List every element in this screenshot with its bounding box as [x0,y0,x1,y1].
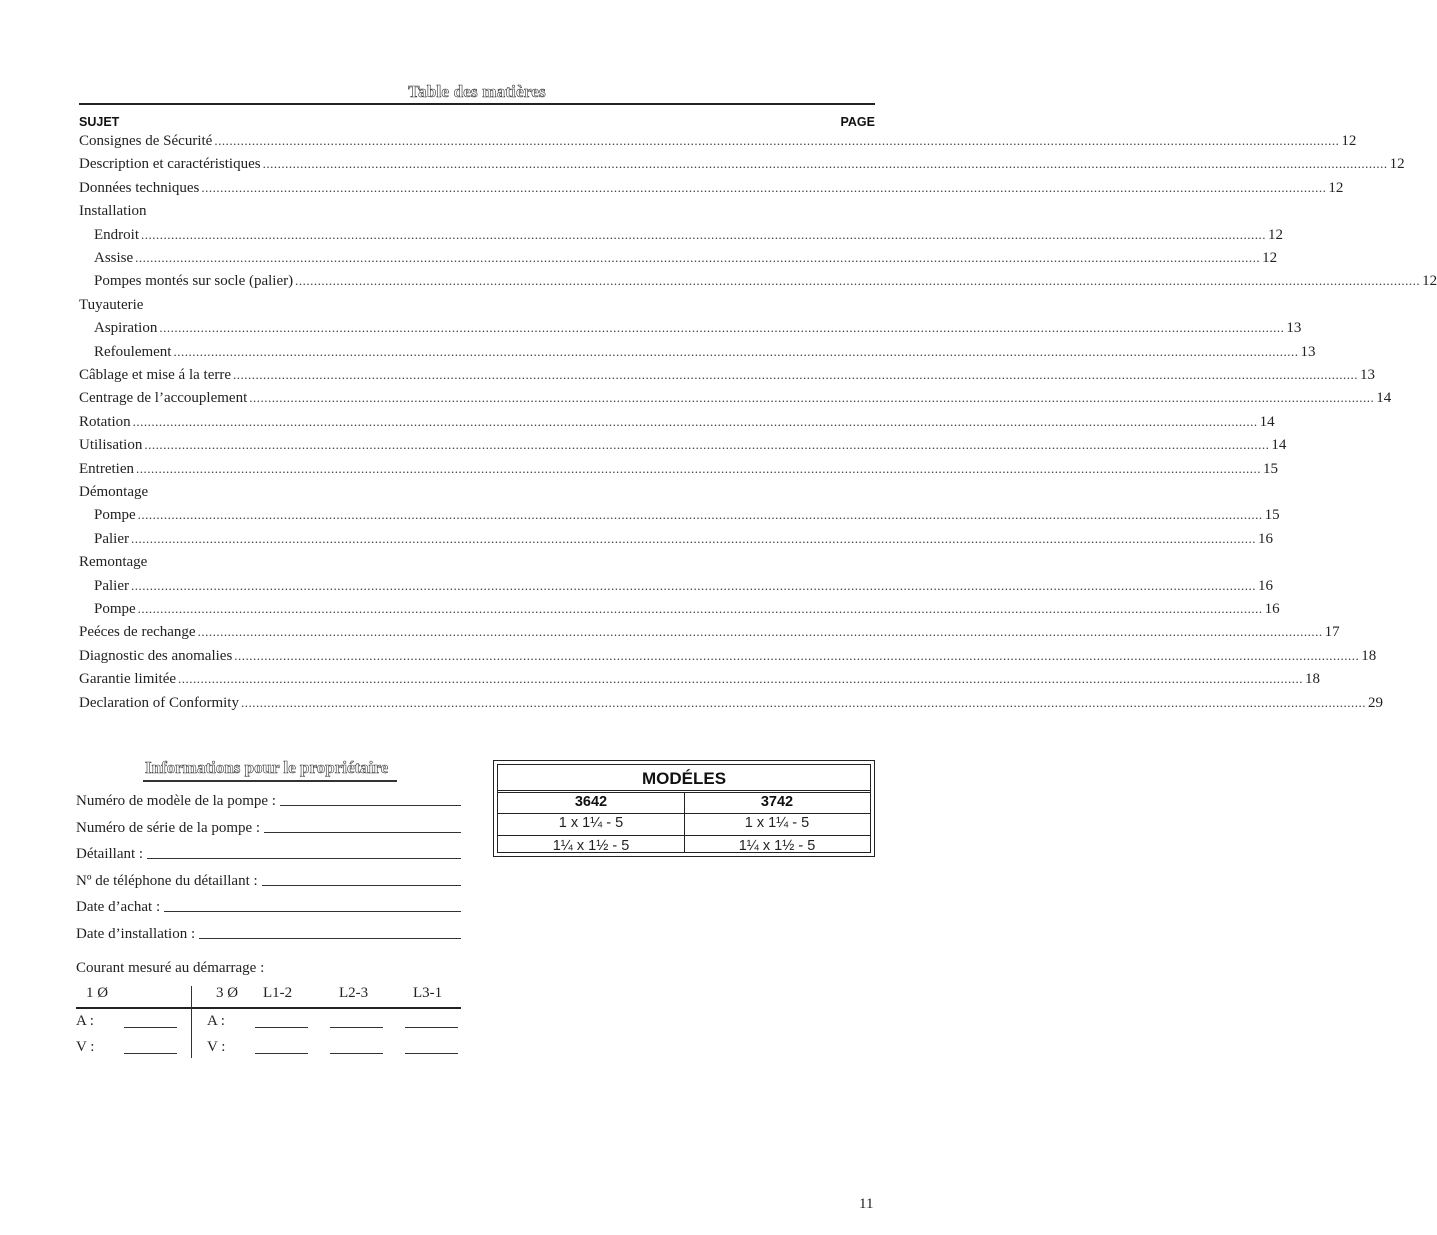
toc-entry-label: Pompe [94,601,136,617]
toc-entry-label: Démontage [79,484,149,500]
toc-entry [79,203,875,226]
toc-entry-label: Consignes de Sécurité [79,133,213,149]
serial-number-field[interactable] [76,813,461,837]
toc-entry-label: Description et caractéristiques [79,156,261,173]
toc-entry [79,320,1302,343]
toc-entry-page: 12 [1422,273,1437,290]
l12-header: L1-2 [263,985,293,1001]
toc-entry-page: 29 [1367,694,1383,711]
toc-entry-page: 16 [1264,601,1280,617]
serial-number-line[interactable] [264,832,461,833]
toc-entry-label: Tuyauterie [79,296,144,313]
models-table-inner [497,764,871,853]
toc-entry [79,647,1377,671]
model-number-line[interactable] [280,805,461,806]
single-phase-volts-label: V : [76,1039,95,1055]
toc-entry-label: Rotation [79,413,131,430]
install-date-label: Date d’installation : [76,926,196,942]
toc-entry-page: 13 [1360,367,1376,383]
owner-info-title: Informations pour le propriétaire [145,758,389,777]
toc-entry-page: 12 [1389,156,1405,173]
l23-header: L2-3 [339,985,369,1001]
serial-number-label: Numéro de série de la pompe : [76,820,261,836]
single-volts-blank[interactable] [124,1053,177,1054]
toc-entry-leader: ............................................................................................................................................................................................................................................................................................................ [131,577,1256,593]
l31-header: L3-1 [413,985,443,1001]
toc-entry-page: 12 [1268,226,1283,243]
owner-info-underline [143,780,397,782]
toc-entry [79,250,1278,273]
purchase-date-field[interactable] [76,892,461,916]
toc-entry-label: Centrage de l’accouplement [79,390,248,407]
dealer-phone-label: Nº de téléphone du détaillant : [76,873,258,889]
toc-entry [79,226,1283,250]
toc-entry-label: Installation [79,203,147,220]
toc-entry-leader: ............................................................................................................................................................................................................................................................................................................ [214,133,1340,148]
toc-entry-page: 15 [1264,507,1280,524]
toc-entry-page: 12 [1341,133,1357,149]
toc-entry [79,156,1405,179]
l12-amps-blank[interactable] [255,1027,308,1028]
toc-entry [79,530,1273,554]
toc-entry [79,343,1316,367]
model-3642-header: 3642 [574,794,608,810]
toc-entry-leader: ............................................................................................................................................................................................................................................................................................................ [135,460,1261,476]
toc-title: Table des matières [408,82,546,101]
single-phase-amps-label: A : [76,1013,94,1029]
toc-entry-page: 12 [1328,179,1344,196]
toc-entry-leader: ............................................................................................................................................................................................................................................................................................................ [144,437,1270,453]
dealer-phone-line[interactable] [262,885,461,886]
toc-entry-label: Câblage et mise á la terre [79,367,232,383]
model-3742-header: 3742 [760,794,794,810]
toc-entry-leader: ............................................................................................................................................................................................................................................................................................................ [173,343,1299,359]
toc-entry-label: Pompes montés sur socle (palier) [94,273,294,290]
current-label: Courant mesuré au démarrage : [76,960,265,976]
toc-entry-label: Peéces de rechange [79,624,196,641]
toc-entry-leader: ............................................................................................................................................................................................................................................................................................................ [233,367,1359,382]
models-title: MODÉLES [641,769,727,788]
l31-amps-blank[interactable] [405,1027,458,1028]
toc-entry-label: Assise [94,250,134,266]
models-table [493,760,875,857]
toc-entry-leader: ............................................................................................................................................................................................................................................................................................................ [240,694,1366,710]
dealer-line[interactable] [147,858,461,859]
dealer-phone-field[interactable] [76,866,461,890]
toc-entry-leader: ............................................................................................................................................................................................................................................................................................................ [197,624,1323,640]
toc-entry [79,460,1278,484]
toc-entry-leader: ............................................................................................................................................................................................................................................................................................................ [234,647,1360,663]
toc-entry-leader: ............................................................................................................................................................................................................................................................................................................ [295,273,1421,289]
toc-entry-leader: ............................................................................................................................................................................................................................................................................................................ [141,226,1266,242]
toc-entry-page: 16 [1258,577,1273,594]
purchase-date-line[interactable] [164,911,461,912]
toc-entry [79,437,1287,460]
toc-entry [79,413,1275,437]
models-title-rule-1 [498,790,870,791]
toc-entry [79,133,1357,156]
dealer-label: Détaillant : [76,846,144,862]
toc-entry-label: Declaration of Conformity [79,694,239,711]
toc-entry-label: Palier [94,577,129,594]
toc-entry-label: Diagnostic des anomalies [79,647,233,664]
toc-entry-leader: ............................................................................................................................................................................................................................................................................................................ [137,507,1263,523]
purchase-date-label: Date d’achat : [76,899,161,915]
model-number-field[interactable] [76,786,461,810]
toc-entry-leader: ............................................................................................................................................................................................................................................................................................................ [201,179,1327,195]
l23-volts-blank[interactable] [330,1053,383,1054]
l31-volts-blank[interactable] [405,1053,458,1054]
toc-entry-leader: ............................................................................................................................................................................................................................................................................................................ [132,413,1258,429]
toc-entry-page: 15 [1262,460,1278,477]
toc-entry-page: 18 [1361,647,1377,664]
toc-entry-label: Données techniques [79,179,200,196]
toc-entry-page: 18 [1305,671,1321,688]
models-row-rule [498,835,870,836]
toc-entry [79,507,1280,530]
toc-entry-label: Aspiration [94,320,158,337]
toc-entry-page: 13 [1300,343,1316,360]
toc-entry-leader: ............................................................................................................................................................................................................................................................................................................ [135,250,1261,265]
toc-entry [79,367,1376,390]
toc-entry-page: 14 [1271,437,1287,454]
toc-entry [79,694,1383,718]
install-date-line[interactable] [199,938,461,939]
toc-entry-leader: ............................................................................................................................................................................................................................................................................................................ [137,601,1263,616]
toc-entry [79,601,1280,624]
install-date-field[interactable] [76,919,461,943]
toc-entry-label: Refoulement [94,343,172,360]
single-amps-blank[interactable] [124,1027,177,1028]
toc-entry-label: Palier [94,530,129,547]
models-header-rule [498,813,870,814]
toc-entry-label: Endroit [94,226,139,243]
model-number-label: Numéro de modèle de la pompe : [76,793,276,809]
toc-entry-page: 17 [1324,624,1340,641]
toc-entry [79,554,875,577]
toc-entry [79,577,1273,601]
page-number: 11 [859,1196,874,1212]
toc-title-rule [79,103,875,105]
toc-entry-leader: ............................................................................................................................................................................................................................................................................................................ [249,390,1375,406]
three-phase-amps-label: A : [207,1013,225,1029]
current-table-rule [76,1007,461,1009]
phase-divider [191,986,192,1058]
model-3742-size-1: 1 x 1¼ - 5 [744,815,810,831]
toc-entry [79,179,1344,203]
toc-entry-label: Entretien [79,460,134,477]
toc-entry-page: 13 [1286,320,1302,337]
single-phase-header: 1 Ø [86,985,109,1001]
toc-entry-label: Utilisation [79,437,143,454]
toc-entry-page: 16 [1258,530,1273,547]
three-phase-header: 3 Ø [216,985,239,1001]
toc-entry-leader: ............................................................................................................................................................................................................................................................................................................ [159,320,1285,336]
toc-entry [79,297,875,320]
toc-entry-leader: ............................................................................................................................................................................................................................................................................................................ [131,530,1256,546]
model-3642-size-1: 1 x 1¼ - 5 [558,815,624,831]
model-3642-size-2: 1¼ x 1½ - 5 [552,838,630,854]
toc-entry-page: 14 [1259,413,1275,430]
toc-entry-leader: ............................................................................................................................................................................................................................................................................................................ [178,671,1304,687]
toc-entry-page: 14 [1376,390,1392,407]
toc-entry-label: Remontage [79,554,148,571]
toc-entry [79,624,1340,647]
toc-entry-page: 12 [1262,250,1278,266]
toc-entry-label: Garantie limitée [79,671,177,688]
toc-entry-label: Pompe [94,507,136,524]
l12-volts-blank[interactable] [255,1053,308,1054]
dealer-field[interactable] [76,839,461,863]
model-3742-size-2: 1¼ x 1½ - 5 [738,838,816,854]
l23-amps-blank[interactable] [330,1027,383,1028]
three-phase-volts-label: V : [207,1039,226,1055]
toc-entry [79,273,1437,296]
toc-entry [79,390,1392,413]
toc-entry [79,671,1321,694]
toc-page-header: PAGE [840,115,875,129]
toc-entry-leader: ............................................................................................................................................................................................................................................................................................................ [262,156,1388,172]
toc-subject-header: SUJET [79,115,120,129]
toc-entry [79,484,875,507]
